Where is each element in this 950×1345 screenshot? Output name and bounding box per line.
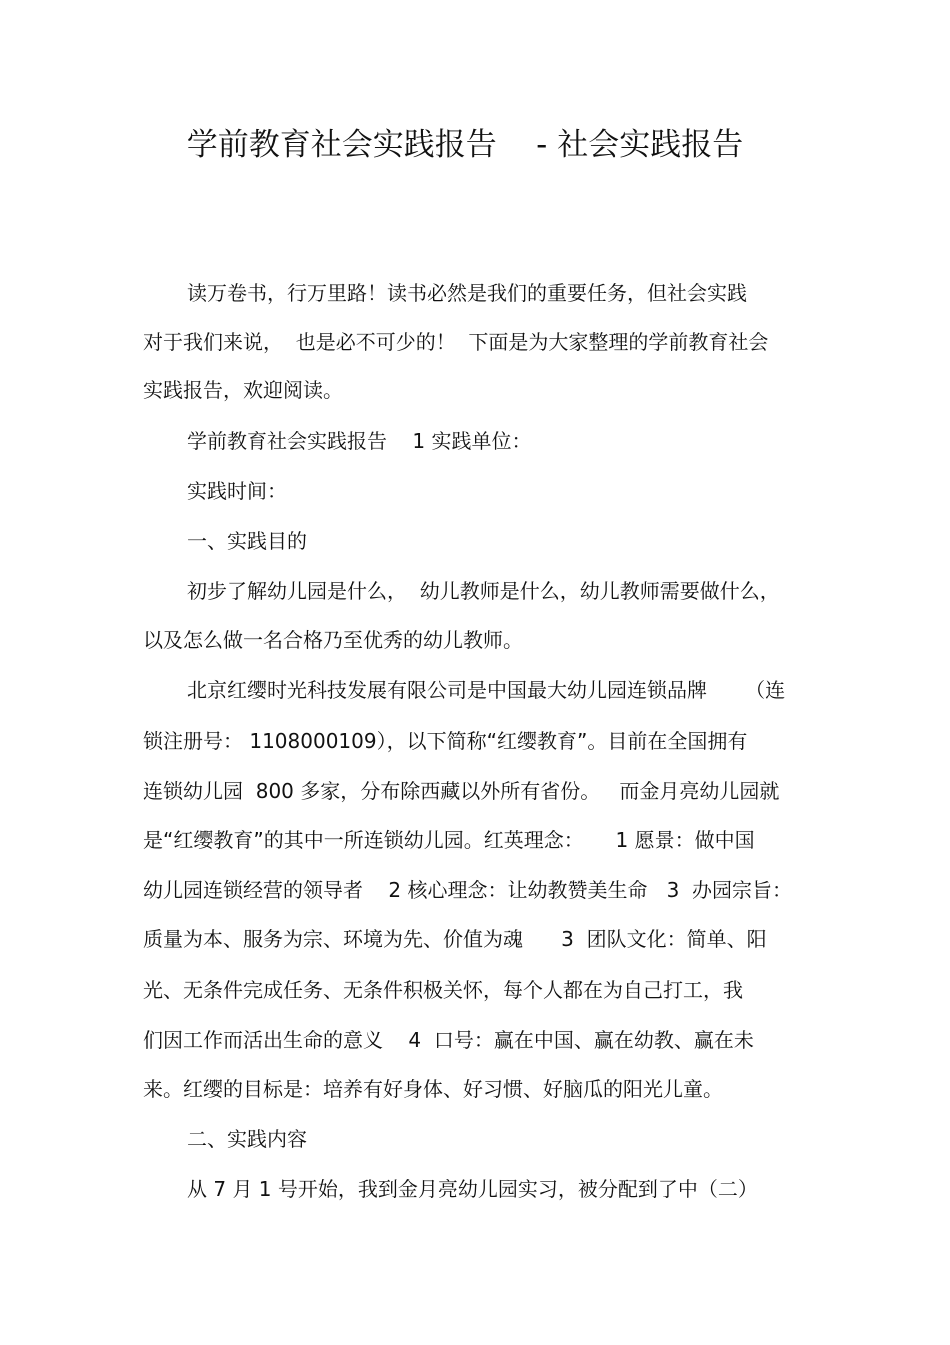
body-line: 读万卷书，行万里路！读书必然是我们的重要任务，但社会实践 (187, 281, 747, 305)
section-heading: 二、实践内容 (187, 1127, 307, 1151)
body-line: 初步了解幼儿园是什么， 幼儿教师是什么，幼儿教师需要做什么， (187, 579, 780, 603)
body-line: 对于我们来说， 也是必不可少的！ 下面是为大家整理的学前教育社会 (143, 330, 769, 354)
body-line: 光、无条件完成任务、无条件积极关怀，每个人都在为自己打工，我 (143, 978, 743, 1002)
body-line: 以及怎么做一名合格乃至优秀的幼儿教师。 (143, 628, 523, 652)
document-title: 学前教育社会实践报告 - 社会实践报告 (186, 127, 744, 163)
body-line: 来。红缨的目标是：培养有好身体、好习惯、好脑瓜的阳光儿童。 (143, 1077, 723, 1101)
body-line: 从 7 月 1 号开始，我到金月亮幼儿园实习，被分配到了中（二） (187, 1177, 758, 1201)
body-line: 质量为本、服务为宗、环境为先、价值为魂 3 团队文化：简单、阳 (143, 927, 767, 951)
section-heading: 一、实践目的 (187, 529, 307, 553)
body-line: 幼儿园连锁经营的领导者 2 核心理念：让幼教赞美生命 3 办园宗旨： (143, 878, 793, 902)
body-line: 北京红缨时光科技发展有限公司是中国最大幼儿园连锁品牌 （连 (187, 678, 786, 702)
body-line: 学前教育社会实践报告 1 实践单位： (187, 429, 532, 453)
body-line: 们因工作而活出生命的意义 4 口号：赢在中国、赢在幼教、赢在未 (143, 1028, 754, 1052)
body-line: 锁注册号： 1108000109），以下简称“红缨教育”。目前在全国拥有 (143, 729, 748, 753)
body-line: 实践时间： (187, 479, 287, 503)
body-line: 实践报告，欢迎阅读。 (143, 378, 343, 402)
body-line: 是“红缨教育”的其中一所连锁幼儿园。红英理念： 1 愿景：做中国 (143, 828, 755, 852)
body-line: 连锁幼儿园 800 多家，分布除西藏以外所有省份。 而金月亮幼儿园就 (143, 779, 780, 803)
